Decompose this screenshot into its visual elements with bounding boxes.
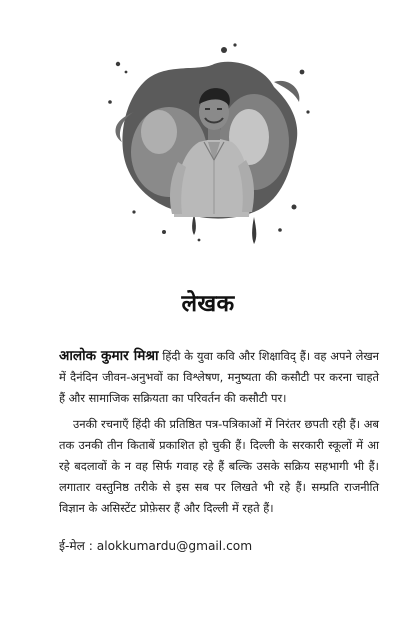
section-heading: लेखक [181,291,235,317]
author-bio [59,346,379,518]
author-photo [104,42,314,247]
author-name: आलोक कुमार मिश्रा [59,348,159,364]
bio-paragraph-1 [59,346,379,408]
author-photo-splash [104,42,314,247]
bio-intro-text: हिंदी के युवा कवि और शिक्षाविद् हैं। वह अपने लेखन में दैनंदिन जीवन-अनुभवों का विश्लेषण, मनुष्यता की कसौटी पर करना चाहते हैं और सामाजिक सक्रियता का परिवर्तन की कसौटी पर। [59,349,380,405]
bio-paragraph-2: उनकी रचनाएँ हिंदी की प्रतिष्ठित पत्र-पत्रिकाओं में निरंतर छपती रही हैं। अब तक उनकी तीन किताबें प्रकाशित हो चुकी हैं। दिल्ली के सरकारी स्कूलों में आ रहे बदलावों के न वह सिर्फ गवाह रहे हैं बल्कि उसके सक्रिय सहभागी भी हैं। लगातार वस्तुनिष्ठ तरीके से इस सब पर लिखते भी रहे हैं। सम्प्रति राजनीति विज्ञान के असिस्टेंट प्रोफ़ेसर हैं और दिल्ली में रहते हैं। [59,417,379,515]
email-line: ई-मेल : alokkumardu@gmail.com [59,539,253,553]
